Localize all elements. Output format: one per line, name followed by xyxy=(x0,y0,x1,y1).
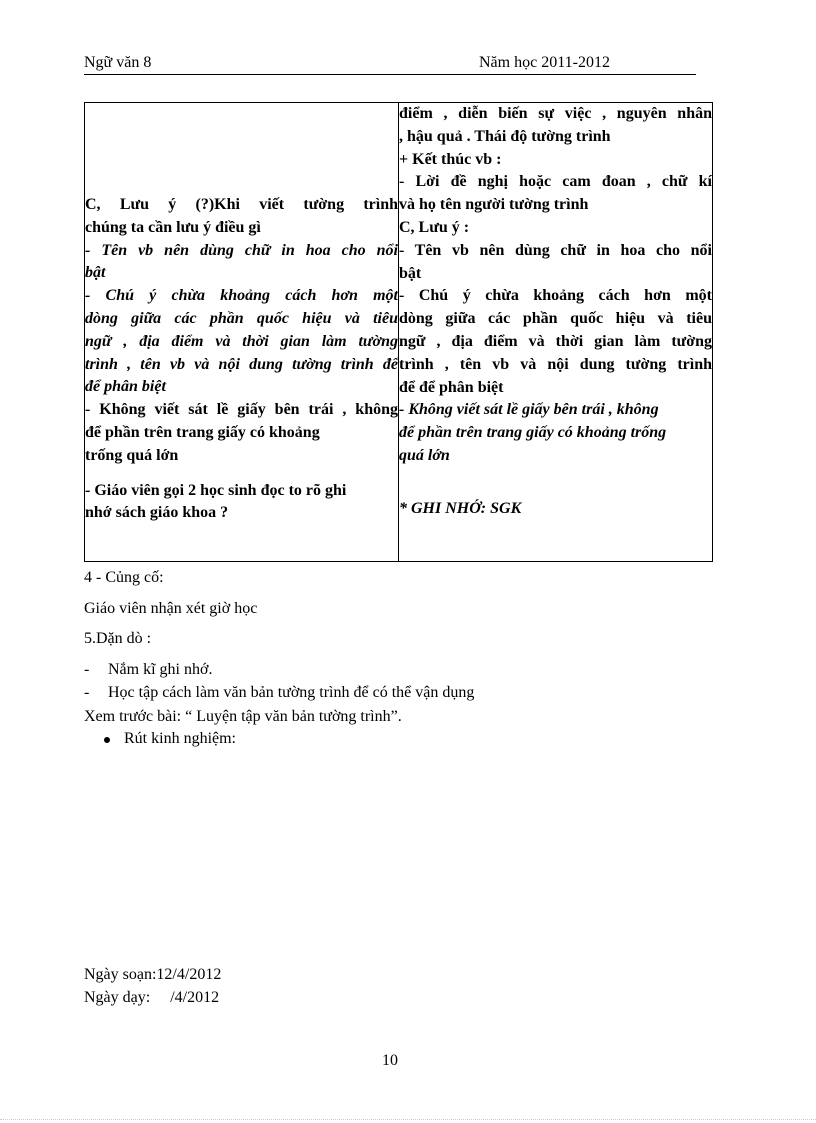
left-line: dòng giữa các phần quốc hiệu và tiêu xyxy=(85,309,398,327)
right-column xyxy=(399,103,713,562)
right-line: để để phân biệt xyxy=(399,378,504,396)
right-line: - Lời đề nghị hoặc cam đoan , chữ kí xyxy=(399,173,712,191)
page-header xyxy=(84,54,696,75)
homework-item-text: Học tập cách làm văn bản tường trình để có thể vận dụng xyxy=(108,684,475,701)
right-line: và họ tên người tường trình xyxy=(399,196,589,214)
page-number: 10 xyxy=(382,1052,398,1069)
left-line: để phần trên trang giấy có khoảng xyxy=(85,423,320,441)
header-school-year: Năm học 2011-2012 xyxy=(479,54,610,71)
lesson-table xyxy=(84,102,713,562)
left-line: - Tên vb nên dùng chữ in hoa cho nổi xyxy=(85,241,398,259)
preview-line: Xem trước bài: “ Luyện tập văn bản tường trình”. xyxy=(84,708,402,725)
homework-item: - Nắm kĩ ghi nhớ. xyxy=(84,661,213,678)
date-taught: Ngày dạy: /4/2012 xyxy=(84,989,220,1006)
left-line: nhớ sách giáo khoa ? xyxy=(85,504,229,522)
homework-item-text: Nắm kĩ ghi nhớ. xyxy=(108,661,213,678)
homework-item: - Học tập cách làm văn bản tường trình để có thể vận dụng xyxy=(84,684,475,701)
section-4-text: Giáo viên nhận xét giờ học xyxy=(84,600,258,617)
right-line: ngữ , địa điểm và thời gian làm tường xyxy=(399,332,712,350)
date-prepared: Ngày soạn:12/4/2012 xyxy=(84,966,222,983)
left-line: ngữ , địa điểm và thời gian làm tường xyxy=(85,332,398,350)
section-5-heading: 5.Dặn dò : xyxy=(84,630,152,647)
section-4-heading: 4 - Củng cố: xyxy=(84,569,164,586)
right-line: - Chú ý chừa khoảng cách hơn một xyxy=(399,287,712,305)
experience-text: Rút kinh nghiệm: xyxy=(124,730,236,747)
right-line: , hậu quả . Thái độ tường trình xyxy=(399,127,611,145)
left-line: để phân biệt xyxy=(85,378,166,396)
right-line: - Không viết sát lề giấy bên trái , không xyxy=(399,401,659,419)
right-line: + Kết thúc vb : xyxy=(399,150,502,168)
left-line: C, Lưu ý (?)Khi viết tường trình xyxy=(85,196,398,213)
left-line: - Không viết sát lề giấy bên trái , không xyxy=(85,401,398,419)
right-line: - Tên vb nên dùng chữ in hoa cho nổi xyxy=(399,241,712,259)
right-line: C, Lưu ý : xyxy=(399,218,470,236)
right-line: điểm , diễn biến sự việc , nguyên nhân xyxy=(399,105,712,122)
left-line: - Giáo viên gọi 2 học sinh đọc to rõ ghi xyxy=(85,481,347,499)
right-line: bật xyxy=(399,264,422,282)
right-line: để phần trên trang giấy có khoảng trống xyxy=(399,424,667,442)
left-line: trình , tên vb và nội dung tường trình để xyxy=(85,355,398,373)
left-line: bật xyxy=(85,264,106,282)
left-column xyxy=(85,103,399,562)
memo-note: * GHI NHỚ: SGK xyxy=(399,499,522,517)
right-line: dòng giữa các phần quốc hiệu và tiêu xyxy=(399,310,712,328)
left-line: trống quá lớn xyxy=(85,446,179,464)
header-subject: Ngữ văn 8 xyxy=(84,54,152,71)
left-line: - Chú ý chừa khoảng cách hơn một xyxy=(85,287,398,305)
left-line: chúng ta cần lưu ý điều gì xyxy=(85,218,261,236)
page-footer-divider xyxy=(0,1119,816,1120)
right-line: quá lớn xyxy=(399,446,450,464)
bullet-icon xyxy=(104,737,110,743)
right-line: trình , tên vb và nội dung tường trình xyxy=(399,355,712,373)
